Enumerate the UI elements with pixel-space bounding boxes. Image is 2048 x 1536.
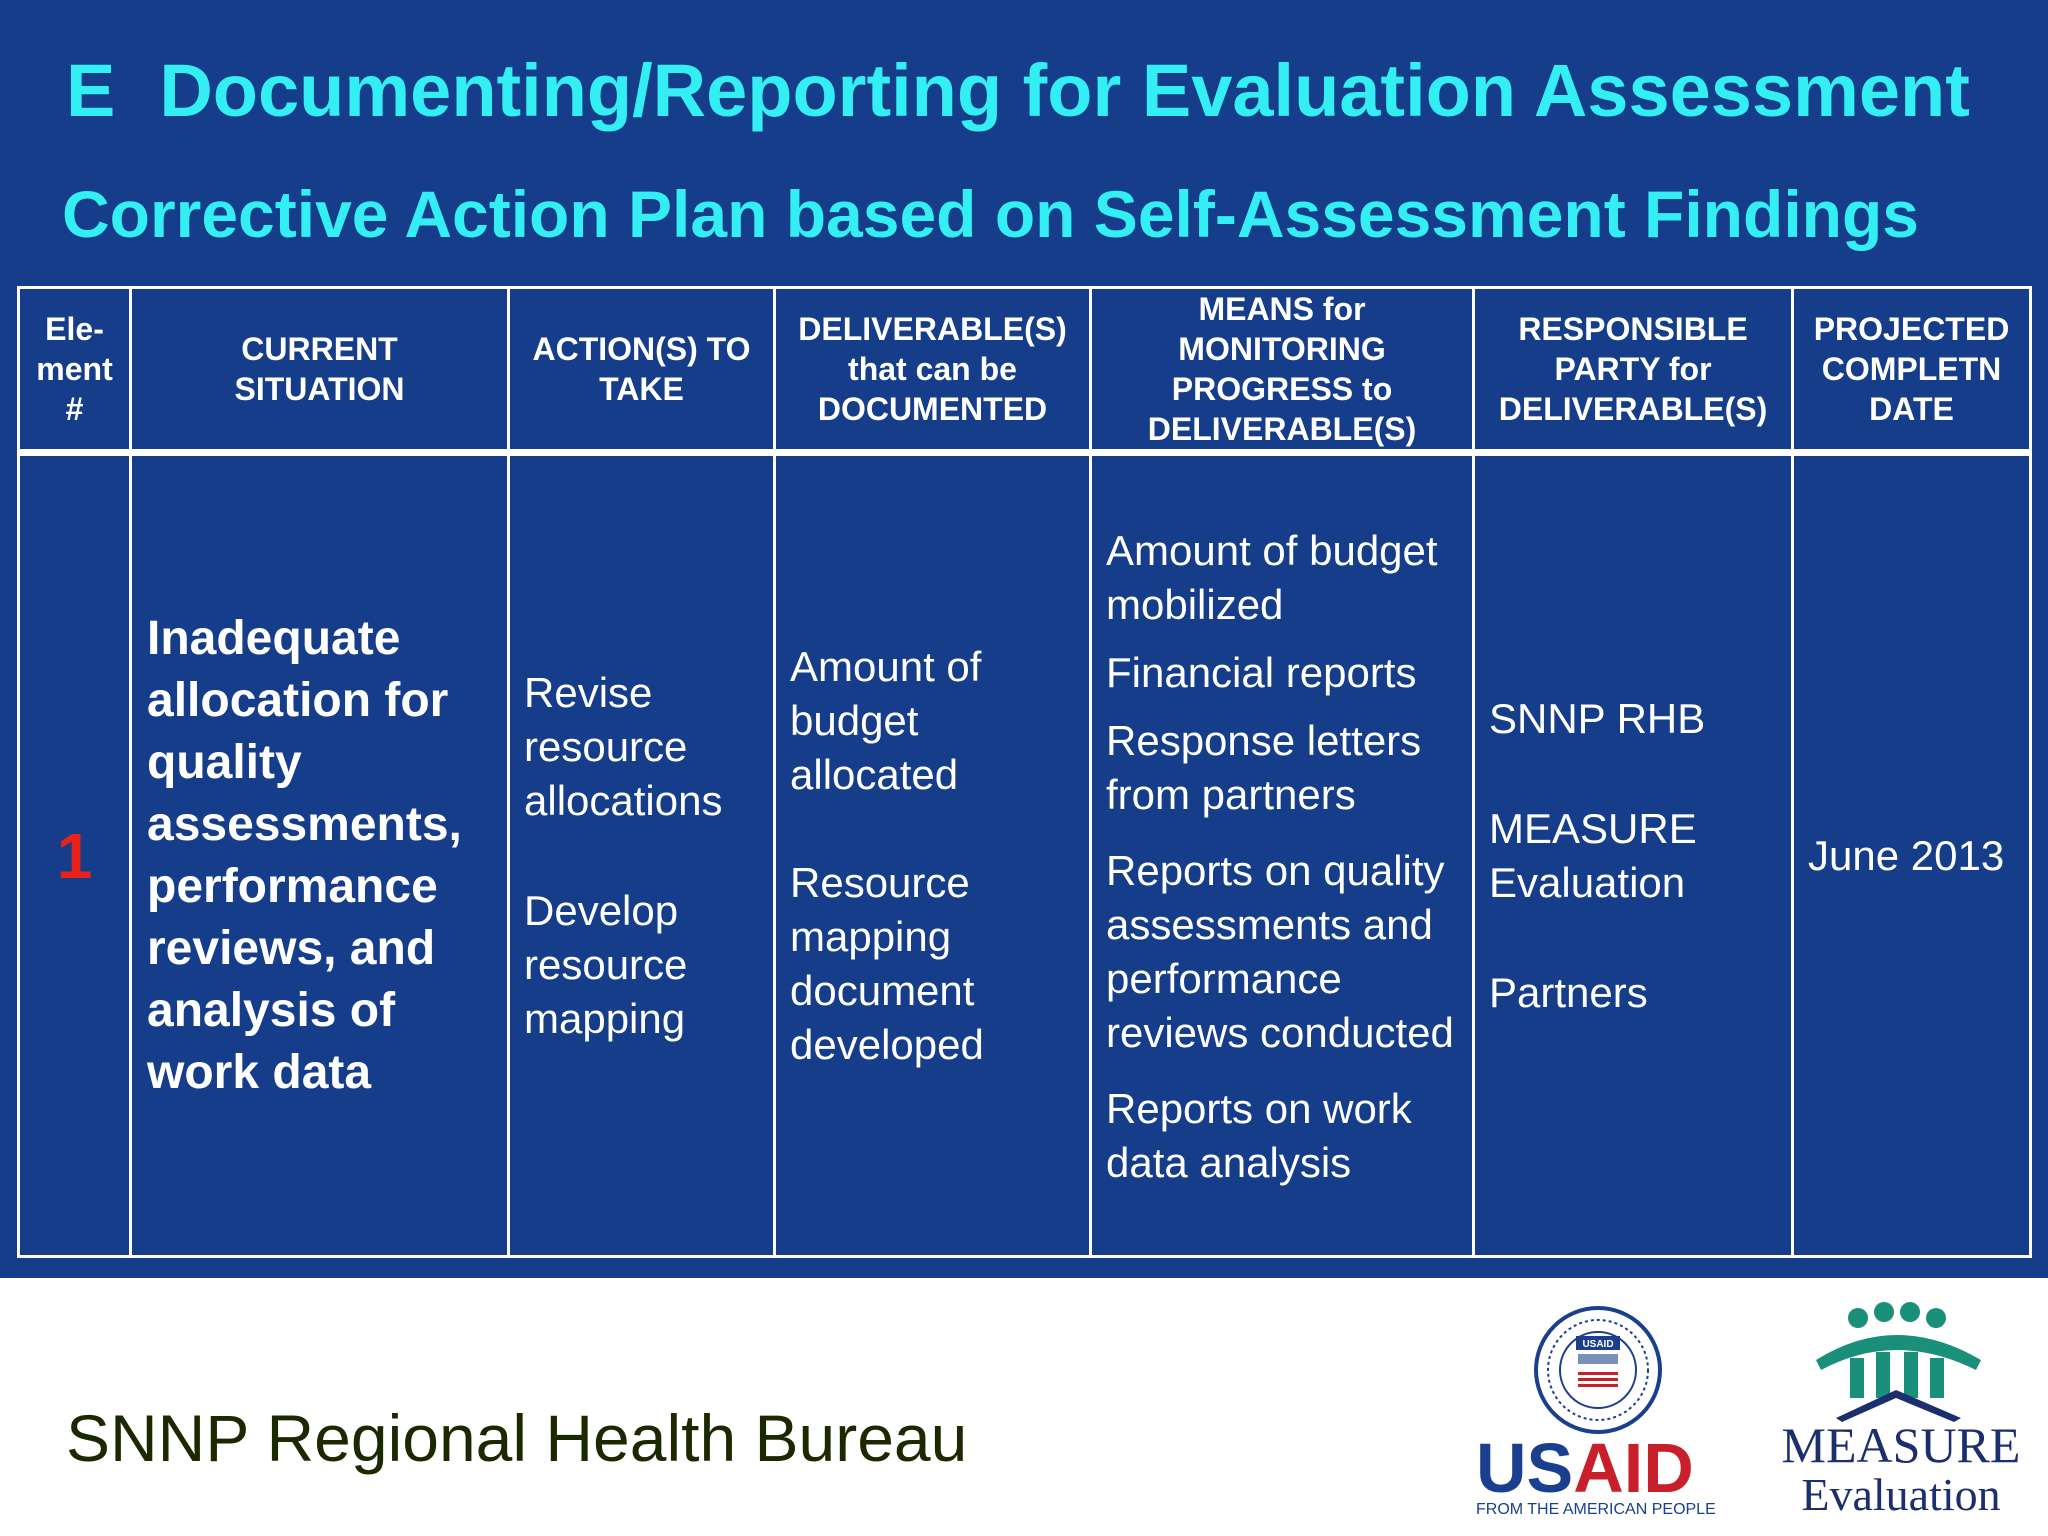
corrective-action-table xyxy=(17,286,2032,1258)
slide-title xyxy=(66,48,1970,133)
element-letter: E xyxy=(66,49,116,132)
people-icon xyxy=(1816,1302,1981,1422)
current-situation-cell: Inadequate allocation for quality assessments, performance reviews, and analysis of work data xyxy=(131,453,509,1257)
title-text: Documenting/Reporting for Evaluation Assessment xyxy=(159,49,1970,132)
action-item: Develop resource mapping xyxy=(524,886,688,1042)
action-item: Revise resource allocations xyxy=(524,668,723,824)
deliverables-cell xyxy=(775,453,1091,1257)
column-header-completion-date: PROJECTED COMPLETN DATE xyxy=(1793,288,2031,453)
column-header-responsible: RESPONSIBLE PARTY for DELIVERABLE(S) xyxy=(1474,288,1793,453)
means-item: Reports on quality assessments and performance reviews conducted xyxy=(1106,846,1454,1056)
column-header-current-situation: CURRENT SITUATION xyxy=(131,288,509,453)
column-header-means: MEANS for MONITORING PROGRESS to DELIVERABLE(S) xyxy=(1091,288,1474,453)
table-header-row xyxy=(19,288,2031,453)
table-row xyxy=(19,453,2031,1257)
means-item: Reports on work data analysis xyxy=(1106,1084,1412,1186)
column-header-actions: ACTION(S) TO TAKE xyxy=(509,288,775,453)
means-item: Financial reports xyxy=(1106,648,1417,696)
means-item: Response letters from partners xyxy=(1106,716,1422,818)
usaid-seal-icon xyxy=(1536,1308,1660,1432)
seal-text: USAID xyxy=(1582,1339,1614,1350)
means-item: Amount of budget mobilized xyxy=(1106,526,1438,628)
responsible-cell xyxy=(1474,453,1793,1257)
element-number: 1 xyxy=(19,453,131,1257)
usaid-wordmark: USAID xyxy=(1476,1429,1694,1507)
deliverable-item: Amount of budget allocated xyxy=(790,642,982,798)
column-header-deliverables: DELIVERABLE(S) that can be DOCUMENTED xyxy=(775,288,1091,453)
means-cell xyxy=(1091,453,1474,1257)
column-header-element: Ele-ment # xyxy=(19,288,131,453)
actions-cell xyxy=(509,453,775,1257)
usaid-logo xyxy=(1468,1300,1738,1520)
evaluation-wordmark: Evaluation xyxy=(1801,1469,2001,1520)
responsible-item: SNNP RHB xyxy=(1489,694,1706,742)
measure-evaluation-logo xyxy=(1776,1300,2026,1520)
deliverable-item: Resource mapping document developed xyxy=(790,858,984,1068)
slide-subtitle: Corrective Action Plan based on Self-Assessment Findings xyxy=(62,177,1919,251)
responsible-item: MEASURE Evaluation xyxy=(1489,804,1697,906)
responsible-item: Partners xyxy=(1489,968,1648,1016)
completion-date-cell: June 2013 xyxy=(1793,453,2031,1257)
usaid-tagline: FROM THE AMERICAN PEOPLE xyxy=(1476,1501,1716,1518)
measure-wordmark: MEASURE xyxy=(1781,1417,2021,1473)
footer-organization: SNNP Regional Health Bureau xyxy=(66,1401,968,1475)
